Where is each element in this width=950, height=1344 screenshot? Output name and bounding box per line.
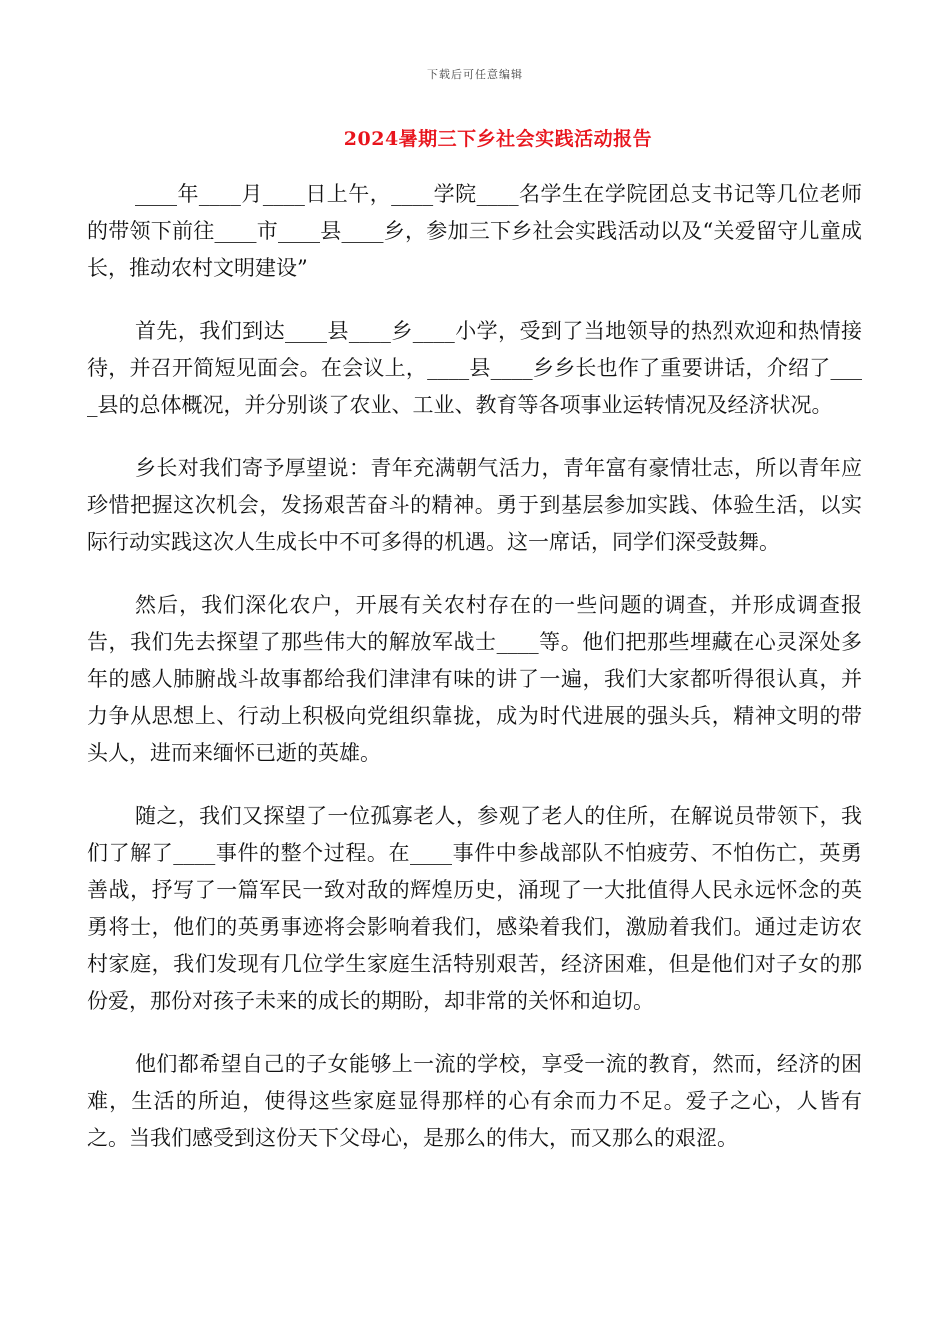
- document-title: 2024暑期三下乡社会实践活动报告: [343, 128, 653, 150]
- header-note: 下载后可任意编辑: [427, 68, 523, 81]
- paragraph-1: ____年____月____日上午，____学院____名学生在学院团总支书记等几位老师的带领下前往____市____县____乡，参加三下乡社会实践活动以及“关爱留守儿童成长，推动农村文明建设”: [87, 182, 862, 280]
- paragraph-2: 首先，我们到达____县____乡____小学，受到了当地领导的热烈欢迎和热情接待，并召开简短见面会。在会议上，____县____乡乡长也作了重要讲话，介绍了____县的总体概况，并分别谈了农业、工业、教育等各项事业运转情况及经济状况。: [87, 319, 862, 417]
- document-body: [87, 176, 862, 1183]
- paragraph-6: 他们都希望自己的子女能够上一流的学校，享受一流的教育，然而，经济的困难，生活的所迫，使得这些家庭显得那样的心有余而力不足。爱子之心，人皆有之。当我们感受到这份天下父母心，是那么的伟大，而又那么的艰涩。: [87, 1052, 862, 1150]
- paragraph-5: 随之，我们又探望了一位孤寡老人，参观了老人的住所，在解说员带领下，我们了解了____事件的整个过程。在____事件中参战部队不怕疲劳、不怕伤亡，英勇善战，抒写了一篇军民一致对敌的辉煌历史，涌现了一大批值得人民永远怀念的英勇将士，他们的英勇事迹将会影响着我们，感染着我们，激励着我们。通过走访农村家庭，我们发现有几位学生家庭生活特别艰苦，经济困难，但是他们对子女的那份爱，那份对孩子未来的成长的期盼，却非常的关怀和迫切。: [87, 804, 862, 1013]
- paragraph-4: 然后，我们深化农户，开展有关农村存在的一些问题的调查，并形成调查报告，我们先去探望了那些伟大的解放军战士____等。他们把那些埋藏在心灵深处多年的感人肺腑战斗故事都给我们津津有味的讲了一遍，我们大家都听得很认真，并力争从思想上、行动上积极向党组织靠拢，成为时代进展的强头兵，精神文明的带头人，进而来缅怀已逝的英雄。: [87, 593, 862, 765]
- paragraph-3: 乡长对我们寄予厚望说：青年充满朝气活力，青年富有豪情壮志，所以青年应珍惜把握这次机会，发扬艰苦奋斗的精神。勇于到基层参加实践、体验生活，以实际行动实践这次人生成长中不可多得的机遇。这一席话，同学们深受鼓舞。: [87, 456, 862, 554]
